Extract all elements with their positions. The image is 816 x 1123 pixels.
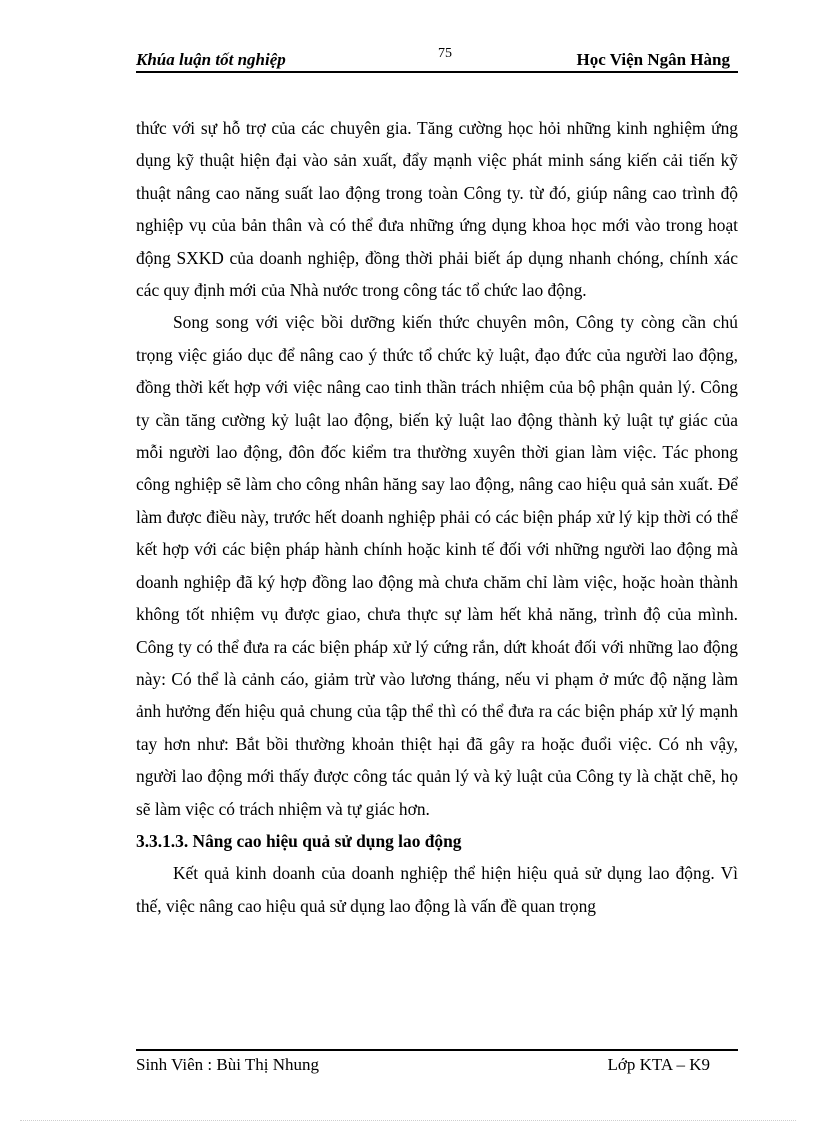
paragraph-2: Song song với việc bồi dưỡng kiến thức chuyên môn, Công ty còng cần chú trọng việc giáo dục để nâng cao ý thức tổ chức kỷ luật, đạo đức của người lao động, đồng thời kết hợp với việc nâng cao tinh thần trách nhiệm của bộ phận quản lý. Công ty cần tăng cường kỷ luật lao động, biến kỷ luật lao động thành kỷ luật tự giác của mỗi người lao động, đôn đốc kiểm tra thường xuyên thời gian làm việc. Tác phong công nghiệp sẽ làm cho công nhân hăng say lao động, nâng cao hiệu quả sản xuất. Để làm được điều này, trước hết doanh nghiệp phải có các biện pháp xử lý kịp thời có thể kết hợp với các biện pháp hành chính hoặc kinh tế đối với những người lao động mà doanh nghiệp đã ký hợp đồng lao động mà chưa chăm chỉ làm việc, hoặc hoàn thành không tốt nhiệm vụ được giao, chưa thực sự làm hết khả năng, trình độ của mình. Công ty có thể đưa ra các biện pháp xử lý cứng rắn, dứt khoát đối với những lao động này: Có thể là cảnh cáo, giảm trừ vào lương tháng, nếu vi phạm ở mức độ nặng làm ảnh hưởng đến hiệu quả chung của tập thể thì có thể đưa ra các biện pháp xử lý mạnh tay hơn như: Bắt bồi thường khoản thiệt hại đã gây ra hoặc đuổi việc. Có nh vậy, người lao động mới thấy được công tác quản lý và kỷ luật của Công ty là chặt chẽ, họ sẽ làm việc có trách nhiệm và tự giác hơn. <box>136 312 738 819</box>
page-edge-divider <box>20 1120 796 1121</box>
page-number: 75 <box>438 46 452 61</box>
class-name: Lớp KTA – K9 <box>607 1055 710 1074</box>
paragraph-3: Kết quả kinh doanh của doanh nghiệp thể hiện hiệu quả sử dụng lao động. Vì thế, việc nâng cao hiệu quả sử dụng lao động là vấn đề quan trọng <box>136 863 738 916</box>
header-divider <box>136 71 738 73</box>
section-heading: 3.3.1.3. Nâng cao hiệu quả sử dụng lao động <box>136 830 462 851</box>
page-header <box>136 46 738 72</box>
document-body <box>136 112 738 922</box>
paragraph-1: thức với sự hỗ trợ của các chuyên gia. Tăng cường học hỏi những kinh nghiệm ứng dụng kỹ thuật hiện đại vào sản xuất, đẩy mạnh việc phát minh sáng kiến cải tiến kỹ thuật nâng cao năng suất lao động trong toàn Công ty. từ đó, giúp nâng cao trình độ nghiệp vụ của bản thân và có thể đưa những ứng dụng khoa học mới vào trong hoạt động SXKD của doanh nghiệp, đồng thời phải biết áp dụng nhanh chóng, chính xác các quy định mới của Nhà nước trong công tác tổ chức lao động. <box>136 118 738 301</box>
student-name: Sinh Viên : Bùi Thị Nhung <box>136 1055 320 1074</box>
footer-divider <box>136 1049 738 1051</box>
institution-name: Học Viện Ngân Hàng <box>576 50 730 69</box>
thesis-title: Khúa luận tốt nghiệp <box>136 50 286 69</box>
page-footer <box>136 1055 738 1079</box>
